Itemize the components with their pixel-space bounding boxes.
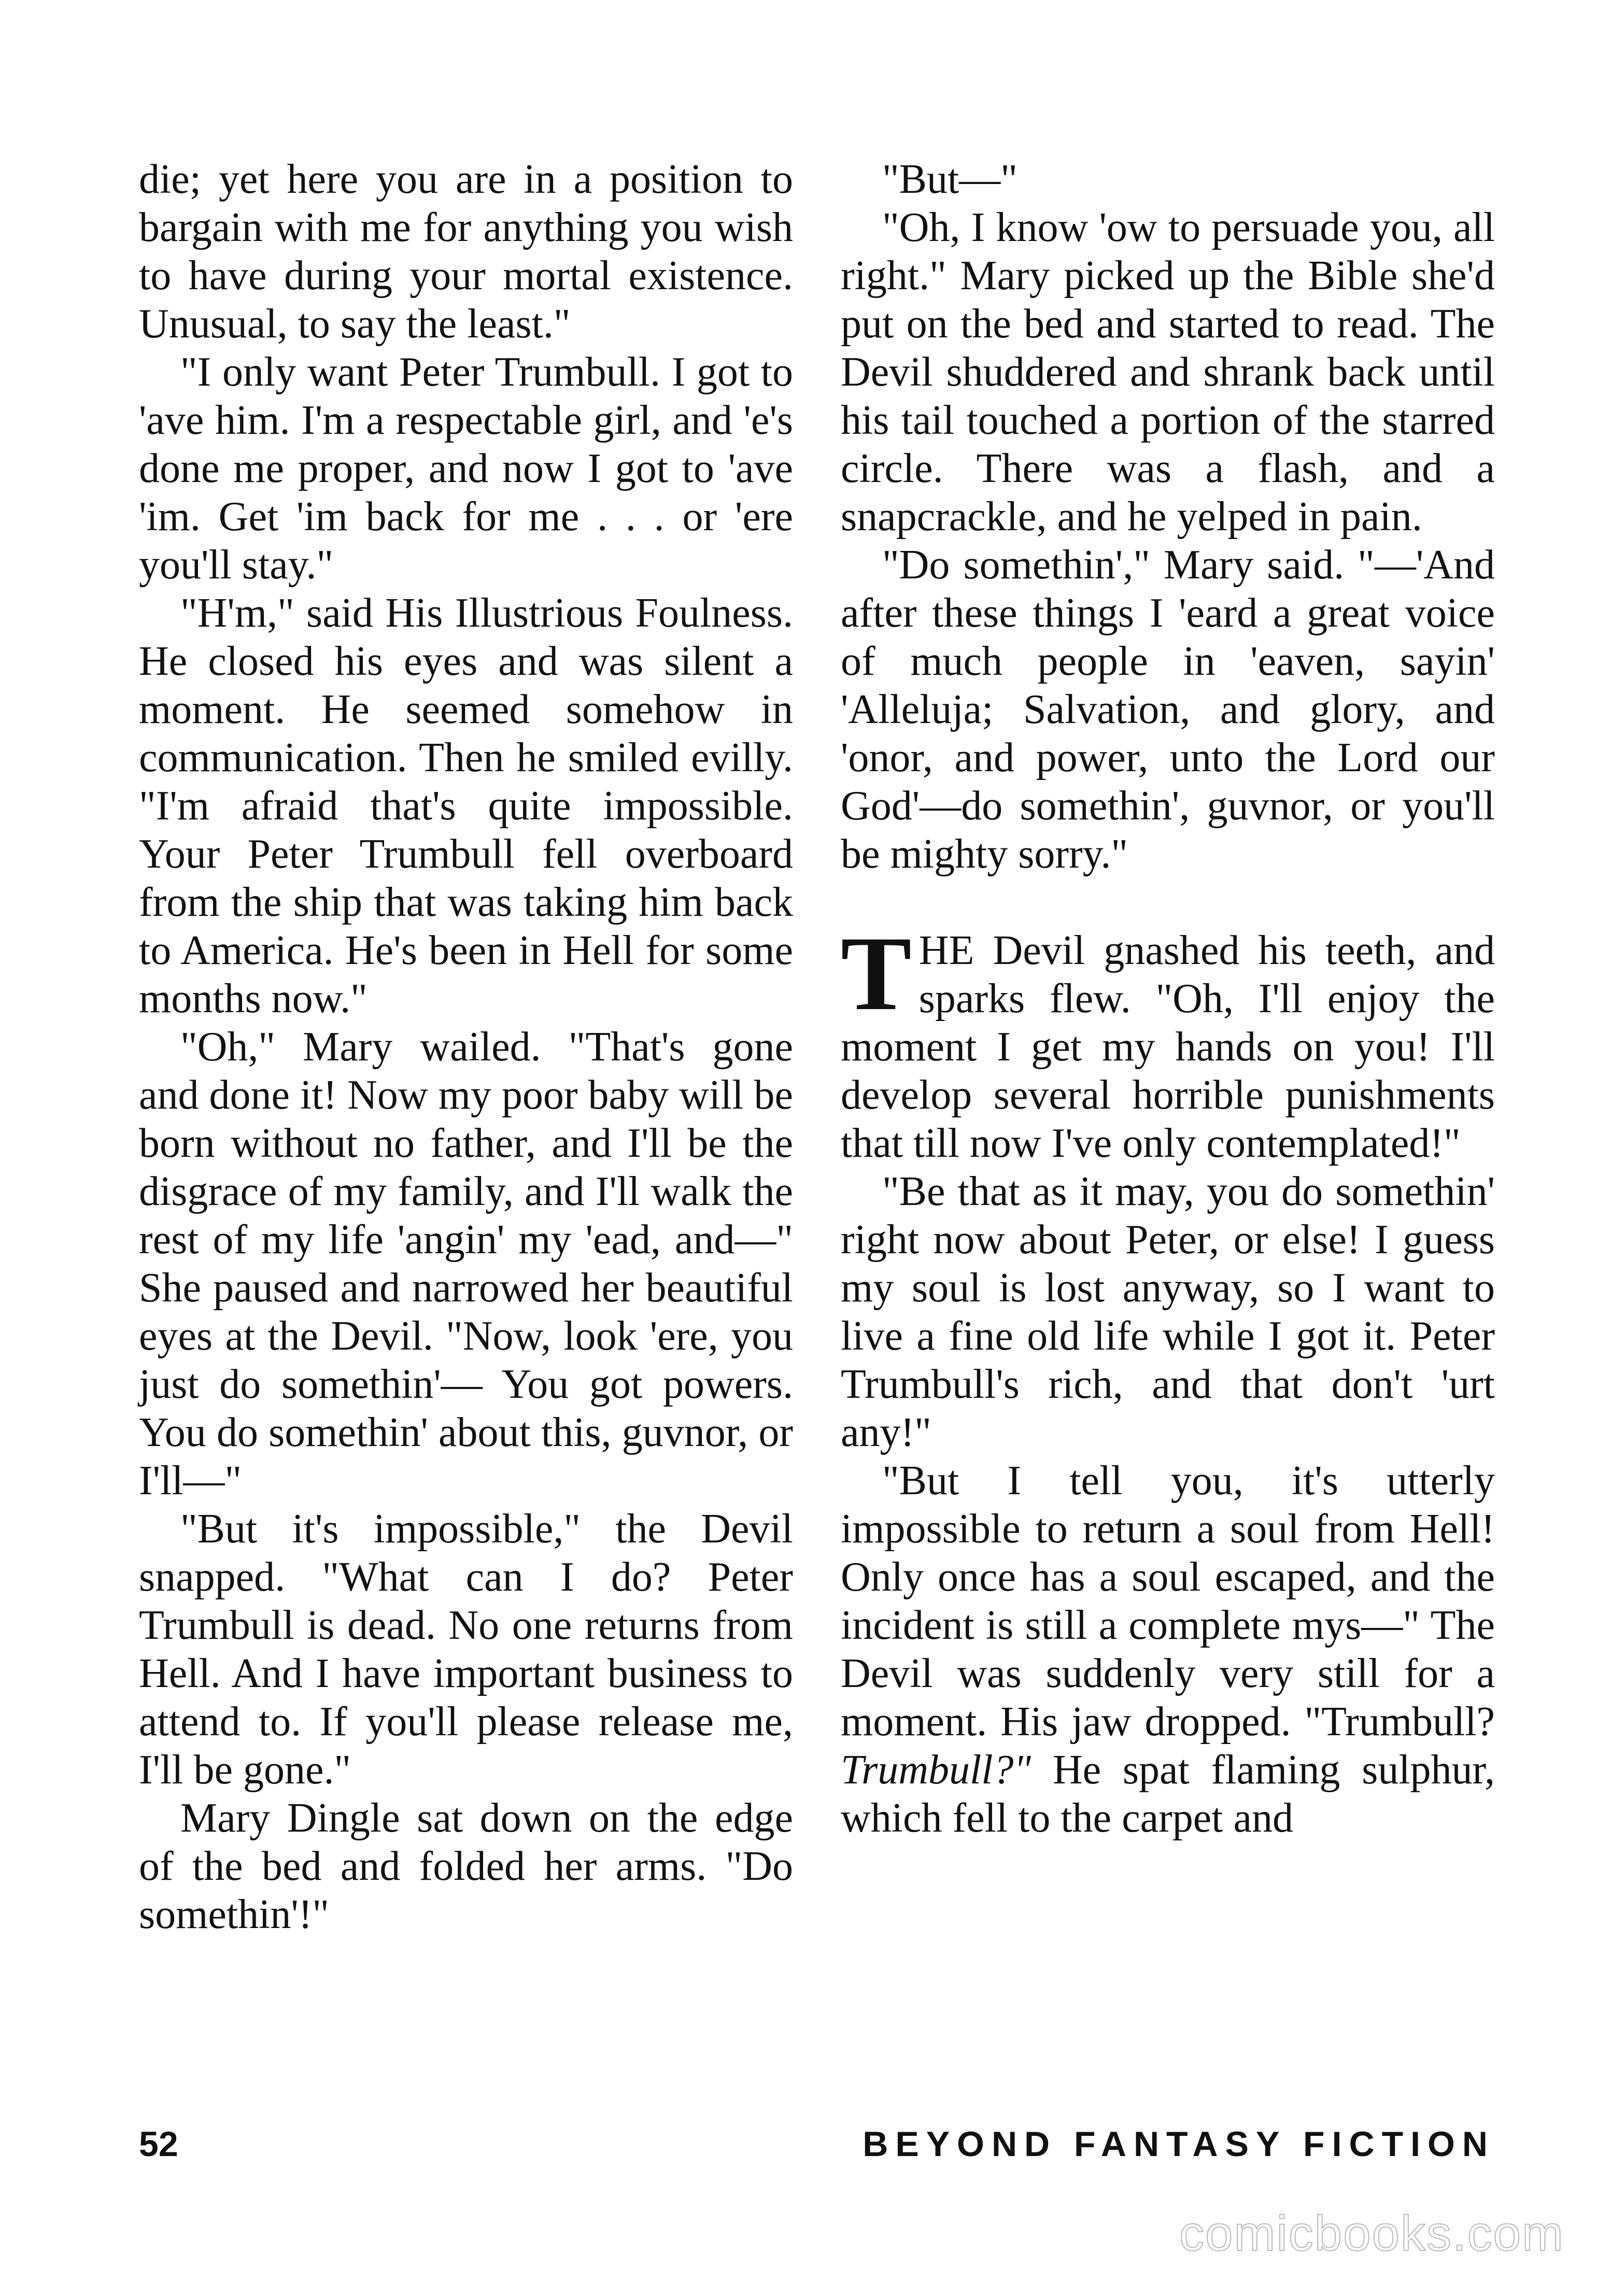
paragraph-text: He spat flaming sulphur, which fell to the carpet and — [841, 1747, 1495, 1841]
running-title: BEYOND FANTASY FICTION — [863, 2124, 1495, 2164]
paragraph-text: "But I tell you, it's utterly impossible to return a soul from Hell! Only once has a soul escaped, and the incident is still a complete mys—" The Devil was suddenly very still for a moment. His jaw dropped. "Trumbull? — [841, 1458, 1495, 1745]
paragraph: "But—" — [882, 157, 1018, 202]
right-column — [841, 155, 1495, 1843]
watermark: comicbooks.com — [1179, 2206, 1564, 2261]
paragraph: "Oh, I know 'ow to persuade you, all right." Mary picked up the Bible she'd put on the bed and started to read. The Devil shuddered and shrank back until his tail touched a portion of the starred circle. There was a flash, and a snapcrackle, and he yelped in pain. — [841, 205, 1495, 540]
drop-cap: T — [841, 915, 912, 1032]
page-number: 52 — [139, 2124, 178, 2164]
left-column — [139, 155, 793, 1939]
paragraph: "I only want Peter Trumbull. I got to 'ave him. I'm a respectable girl, and 'e's done me proper, and now I got to 'ave 'im. Get 'im back for me . . . or 'ere you'll stay." — [139, 349, 793, 588]
section-opening-text: HE Devil gnashed his teeth, and sparks flew. "Oh, I'll enjoy the moment I get my hands on you! I'll develop several horrible punishments that till now I've only contemplated!" — [841, 928, 1495, 1166]
paragraph: "Do somethin'," Mary said. "—'And after these things I 'eard a great voice of much people in 'eaven, sayin' 'Alleluja; Salvation, and glory, and 'onor, and power, unto the Lord our God'—do somethin', guvnor, or you'll be mighty sorry." — [841, 542, 1495, 877]
paragraph: Mary Dingle sat down on the edge of the bed and folded her arms. "Do somethin'!" — [139, 1795, 793, 1937]
paragraph: "H'm," said His Illustrious Foulness. He closed his eyes and was silent a moment. He seemed somehow in communication. Then he smiled evilly. "I'm afraid that's quite impossible. Your Peter Trumbull fell overboard from the ship that was taking him back to America. He's been in Hell for some months now." — [139, 590, 793, 1022]
paragraph: "Oh," Mary wailed. "That's gone and done it! Now my poor baby will be born without no father, and I'll be the disgrace of my family, and I'll walk the rest of my life 'angin' my 'ead, and—" She paused and narrowed her beautiful eyes at the Devil. "Now, look 'ere, you just do somethin'— You got powers. You do somethin' about this, guvnor, or I'll—" — [139, 1024, 793, 1504]
section-opening-paragraph — [841, 915, 1495, 1168]
paragraph — [841, 1457, 1495, 1843]
paragraph: "But it's impossible," the Devil snapped. "What can I do? Peter Trumbull is dead. No one returns from Hell. And I have important business to attend to. If you'll please release me, I'll be gone." — [139, 1506, 793, 1793]
italic-text: Trumbull?" — [841, 1747, 1031, 1793]
paragraph: die; yet here you are in a position to bargain with me for anything you wish to have during your mortal existence. Unusual, to say the least." — [139, 157, 793, 347]
paragraph: "Be that as it may, you do somethin' right now about Peter, or else! I guess my soul is lost anyway, so I want to live a fine old life while I got it. Peter Trumbull's rich, and that don't 'urt any!" — [841, 1169, 1495, 1455]
